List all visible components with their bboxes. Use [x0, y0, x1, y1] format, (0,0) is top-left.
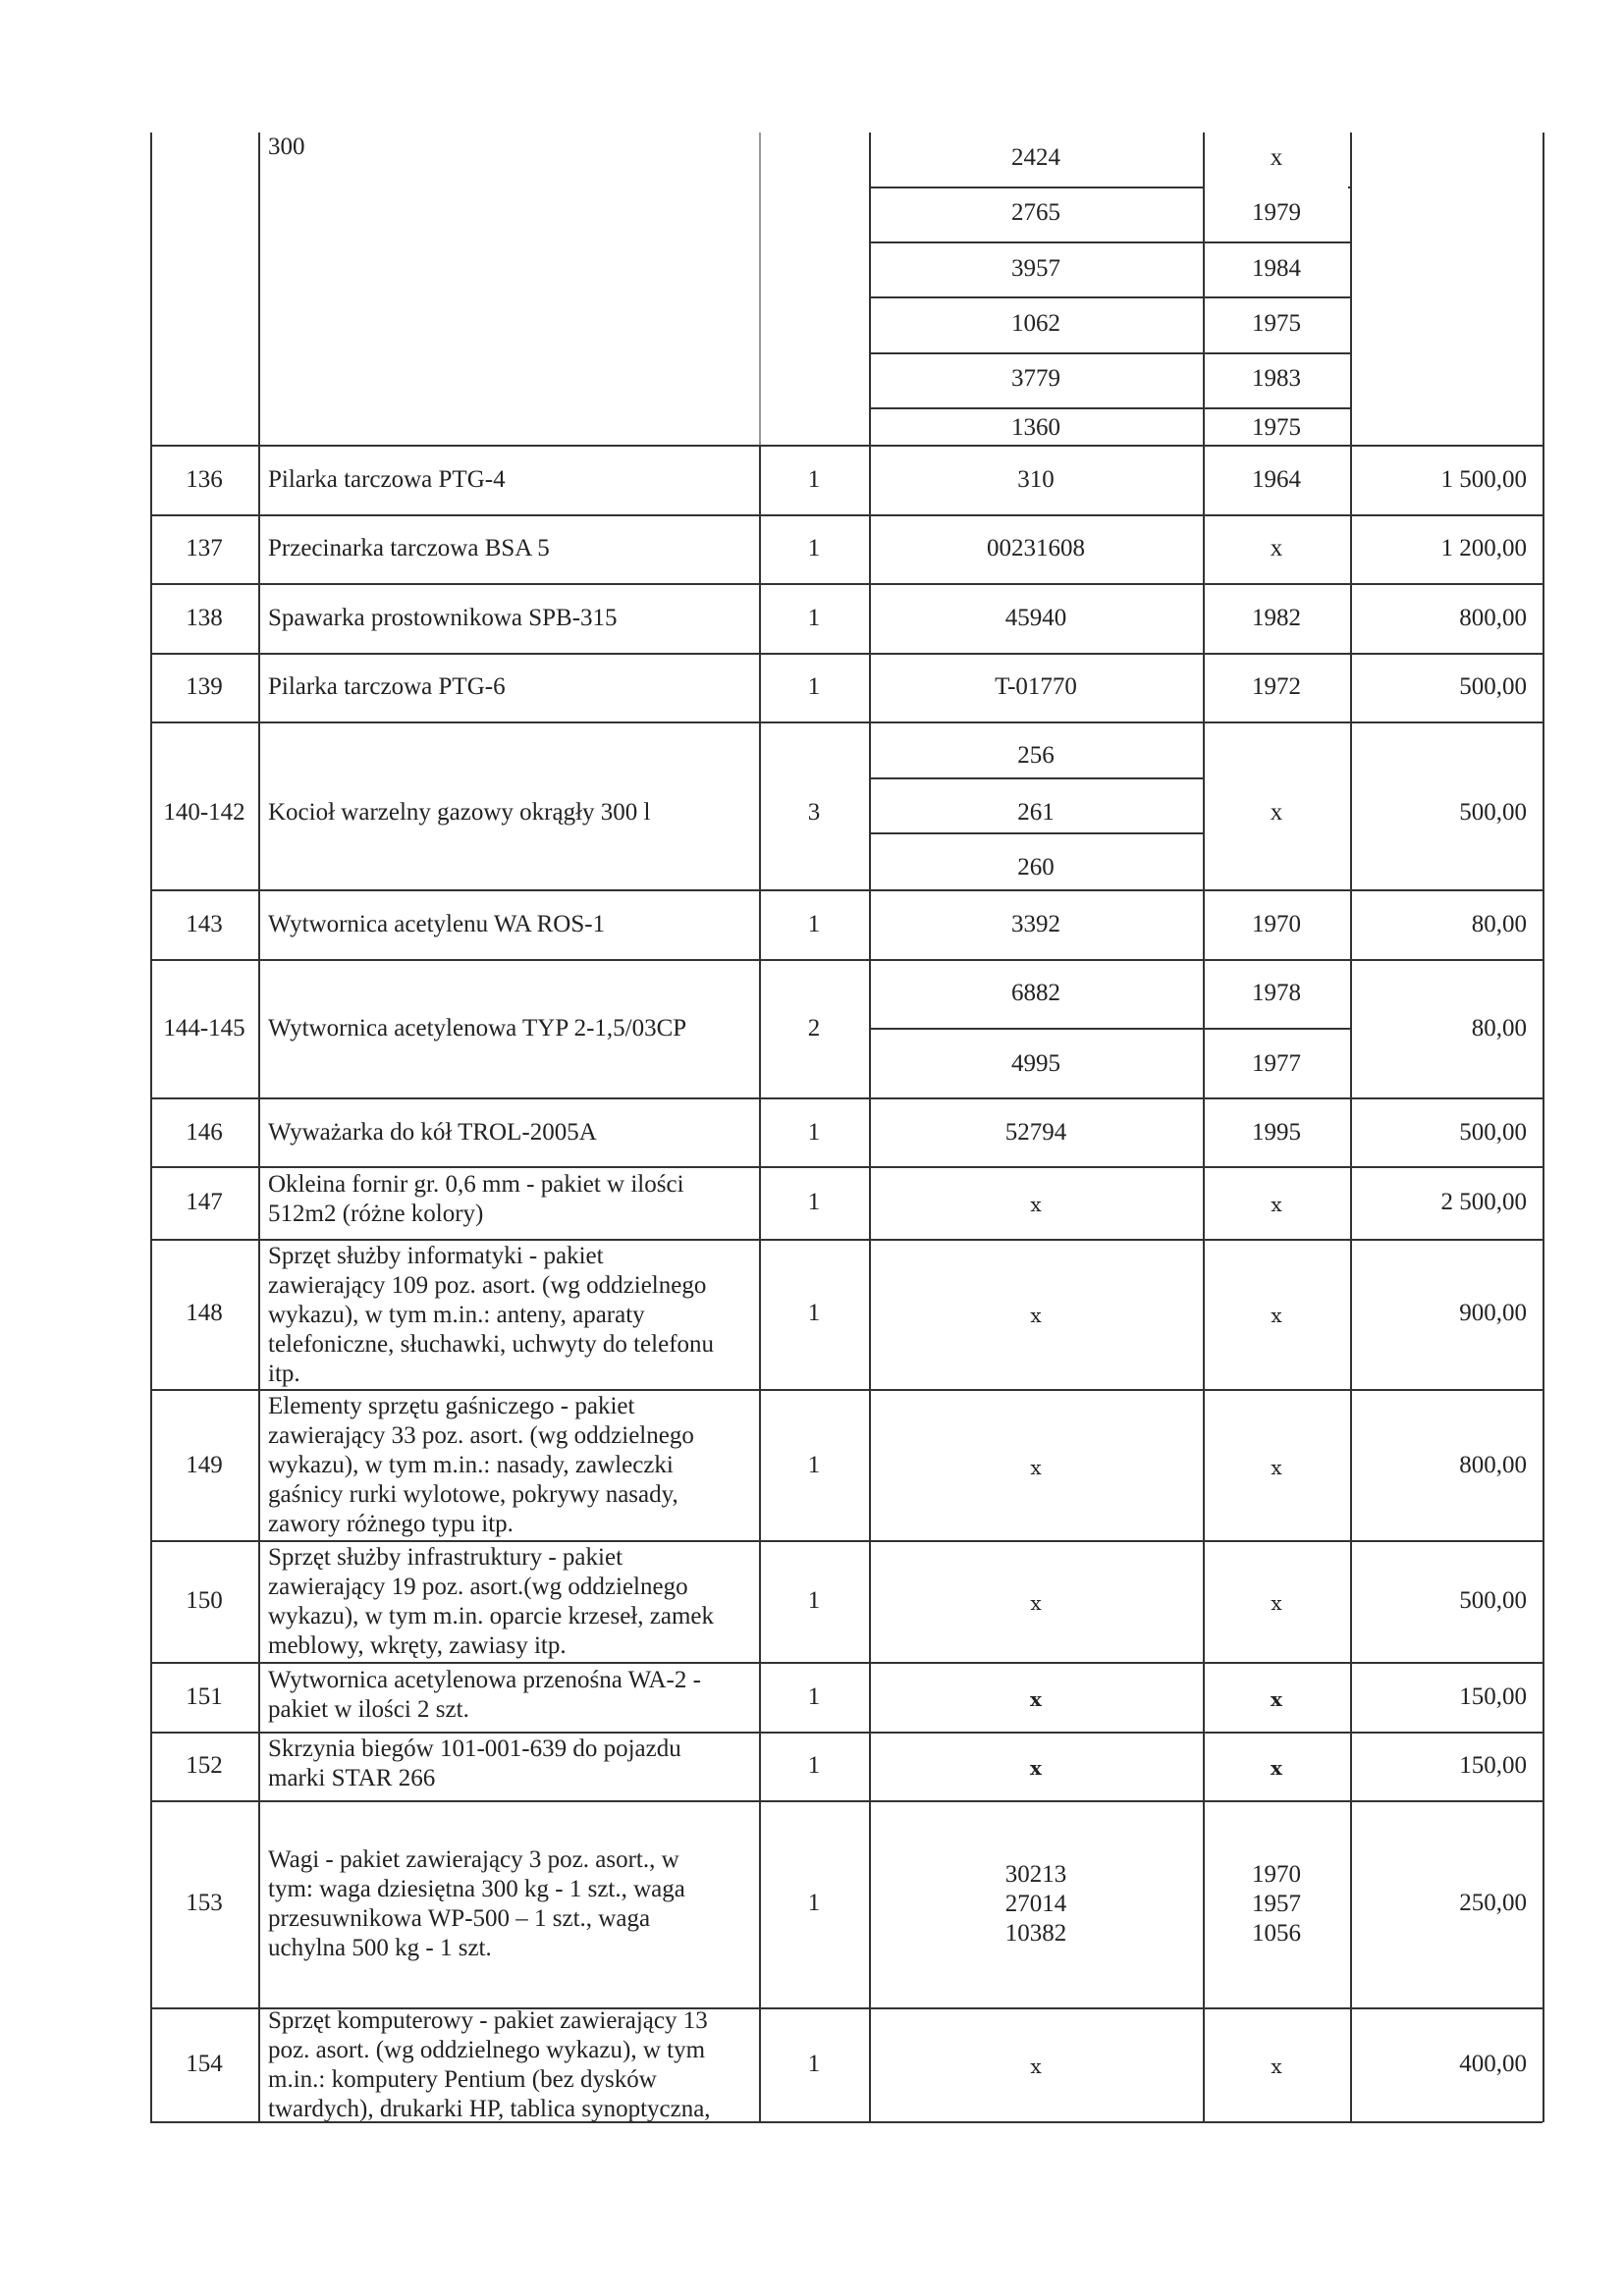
row-148-lp: 148 [186, 1300, 223, 1326]
row-137-name: Przecinarka tarczowa BSA 5 [268, 535, 550, 561]
row-152-price: 150,00 [1459, 1752, 1527, 1779]
row-137-year: x [1270, 535, 1283, 561]
row-137-serial: 00231608 [987, 535, 1085, 561]
row-147-price: 2 500,00 [1440, 1189, 1527, 1215]
row-140-142-lp: 140-142 [163, 799, 245, 826]
row-153-serials: 30213 27014 10382 [1004, 1861, 1067, 1947]
row-152-lp: 152 [186, 1752, 223, 1779]
top-year-3: 1984 [1252, 255, 1301, 282]
row-151-serial: x [1030, 1687, 1042, 1711]
row-152-qty: 1 [807, 1752, 821, 1779]
row-153-lp: 153 [186, 1890, 223, 1916]
row-139-name: Pilarka tarczowa PTG-6 [268, 673, 506, 700]
top-year-6: 1975 [1252, 414, 1301, 441]
row-148-year: x [1271, 1304, 1282, 1327]
row-143-serial: 3392 [1011, 911, 1060, 937]
row-143-year: 1970 [1252, 911, 1301, 937]
row-139-year: 1972 [1252, 673, 1301, 700]
row-150-serial: x [1030, 1591, 1042, 1615]
row-149-name: Elementy sprzętu gaśniczego - pakiet zawierający 33 poz. asort. (wg oddzielnego wykazu), w tym m.in.: nasady, zawleczki gaśnicy rurki wylotowe, pokrywy nasady, zawory różnego typu itp. [268, 1393, 694, 1537]
row-138-price: 800,00 [1459, 605, 1527, 631]
row-146-qty: 1 [807, 1119, 821, 1146]
row-140-142-qty: 3 [807, 799, 821, 826]
row-153-price: 250,00 [1459, 1890, 1527, 1916]
row-144-145-lp: 144-145 [163, 1015, 245, 1041]
row-138-lp: 138 [186, 605, 223, 631]
row-144-145-year-2: 1977 [1252, 1050, 1301, 1077]
row-147-serial: x [1030, 1193, 1042, 1216]
top-serial-3: 3957 [1011, 255, 1060, 282]
row-150-qty: 1 [807, 1587, 821, 1614]
row-146-serial: 52794 [1004, 1119, 1067, 1146]
row-149-serial: x [1030, 1456, 1042, 1479]
row-137-price: 1 200,00 [1440, 535, 1527, 561]
row-138-name: Spawarka prostownikowa SPB-315 [268, 605, 618, 631]
row-146-price: 500,00 [1459, 1119, 1527, 1146]
row-140-142-price: 500,00 [1459, 799, 1527, 826]
row-148-serial: x [1030, 1304, 1042, 1327]
row-154-price: 400,00 [1459, 2051, 1527, 2077]
row-149-qty: 1 [807, 1452, 821, 1478]
row-149-year: x [1271, 1456, 1282, 1479]
row-140-142-serial-3: 260 [1017, 854, 1055, 881]
row-154-qty: 1 [807, 2051, 821, 2077]
row-136-qty: 1 [807, 466, 821, 493]
row-153-qty: 1 [807, 1890, 821, 1916]
row-140-142-year: x [1270, 799, 1283, 826]
row-154-lp: 154 [186, 2051, 223, 2077]
top-serial-4: 1062 [1011, 310, 1060, 337]
row-146-year: 1995 [1252, 1119, 1301, 1146]
row-138-serial: 45940 [1004, 605, 1067, 631]
row-154-year: x [1271, 2055, 1282, 2078]
row-140-142-serial-2: 261 [1017, 799, 1055, 826]
row-146-lp: 146 [186, 1119, 223, 1146]
row-143-lp: 143 [186, 911, 223, 937]
row-147-lp: 147 [186, 1189, 223, 1215]
row-146-name: Wyważarka do kół TROL-2005A [268, 1119, 597, 1146]
row-151-lp: 151 [186, 1683, 223, 1710]
row-140-142-serial-1: 256 [1017, 742, 1055, 769]
row-137-qty: 1 [807, 535, 821, 561]
row-144-145-price: 80,00 [1471, 1015, 1527, 1041]
top-year-4: 1975 [1252, 310, 1301, 337]
top-serial-2: 2765 [1011, 199, 1060, 226]
row-143-qty: 1 [807, 911, 821, 937]
top-block-label: 300 [268, 133, 305, 160]
row-139-lp: 139 [186, 673, 223, 700]
row-136-year: 1964 [1252, 466, 1301, 493]
row-144-145-serial-2: 4995 [1011, 1050, 1060, 1077]
row-151-price: 150,00 [1459, 1683, 1527, 1710]
row-138-year: 1982 [1252, 605, 1301, 631]
row-139-serial: T-01770 [995, 673, 1077, 700]
top-serial-1: 2424 [1011, 144, 1060, 171]
row-152-serial: x [1030, 1756, 1042, 1780]
row-137-lp: 137 [186, 535, 223, 561]
row-154-name: Sprzęt komputerowy - pakiet zawierający 13 poz. asort. (wg oddzielnego wykazu), w tym m.in.: komputery Pentium (bez dysków twardych), drukarki HP, tablica synoptyczna, [268, 2007, 711, 2122]
row-153-years: 1970 1957 1056 [1252, 1861, 1301, 1947]
row-139-qty: 1 [807, 673, 821, 700]
row-151-year: x [1271, 1687, 1282, 1711]
row-136-price: 1 500,00 [1440, 466, 1527, 493]
row-151-name: Wytwornica acetylenowa przenośna WA-2 - pakiet w ilości 2 szt. [268, 1667, 701, 1723]
row-149-lp: 149 [186, 1452, 223, 1478]
row-153-name: Wagi - pakiet zawierający 3 poz. asort., w tym: waga dziesiętna 300 kg - 1 szt., waga przesuwnikowa WP-500 – 1 szt., waga uchylna 500 kg - 1 szt. [268, 1846, 685, 1961]
row-144-145-name: Wytwornica acetylenowa TYP 2-1,5/03CP [268, 1015, 687, 1041]
row-150-lp: 150 [186, 1587, 223, 1614]
row-139-price: 500,00 [1459, 673, 1527, 700]
row-154-serial: x [1030, 2055, 1042, 2078]
row-144-145-qty: 2 [807, 1015, 821, 1041]
row-147-year: x [1271, 1193, 1282, 1216]
row-149-price: 800,00 [1459, 1452, 1527, 1478]
top-year-5: 1983 [1252, 365, 1301, 392]
row-147-qty: 1 [807, 1189, 821, 1215]
row-147-name: Okleina fornir gr. 0,6 mm - pakiet w ilości 512m2 (różne kolory) [268, 1171, 684, 1227]
top-year-1: x [1270, 144, 1283, 171]
row-152-year: x [1271, 1756, 1282, 1780]
row-148-qty: 1 [807, 1300, 821, 1326]
top-year-2: 1979 [1252, 199, 1301, 226]
row-136-lp: 136 [186, 466, 223, 493]
row-143-price: 80,00 [1471, 911, 1527, 937]
row-140-142-name: Kocioł warzelny gazowy okrągły 300 l [268, 799, 651, 826]
row-136-serial: 310 [1017, 466, 1055, 493]
row-143-name: Wytwornica acetylenu WA ROS-1 [268, 911, 606, 937]
row-144-145-serial-1: 6882 [1011, 980, 1060, 1006]
row-150-name: Sprzęt służby infrastruktury - pakiet zawierający 19 poz. asort.(wg oddzielnego wykazu), w tym m.in. oparcie krzeseł, zamek meblowy, wkręty, zawiasy itp. [268, 1544, 714, 1659]
top-serial-5: 3779 [1011, 365, 1060, 392]
row-144-145-year-1: 1978 [1252, 980, 1301, 1006]
row-138-qty: 1 [807, 605, 821, 631]
row-150-year: x [1271, 1591, 1282, 1615]
row-151-qty: 1 [807, 1683, 821, 1710]
row-150-price: 500,00 [1459, 1587, 1527, 1614]
row-136-name: Pilarka tarczowa PTG-4 [268, 466, 506, 493]
row-152-name: Skrzynia biegów 101-001-639 do pojazdu marki STAR 266 [268, 1735, 681, 1791]
top-serial-6: 1360 [1011, 414, 1060, 441]
row-148-price: 900,00 [1459, 1300, 1527, 1326]
row-148-name: Sprzęt służby informatyki - pakiet zawierający 109 poz. asort. (wg oddzielnego wykazu), w tym m.in.: anteny, aparaty telefoniczne, słuchawki, uchwyty do telefonu itp. [268, 1243, 715, 1387]
